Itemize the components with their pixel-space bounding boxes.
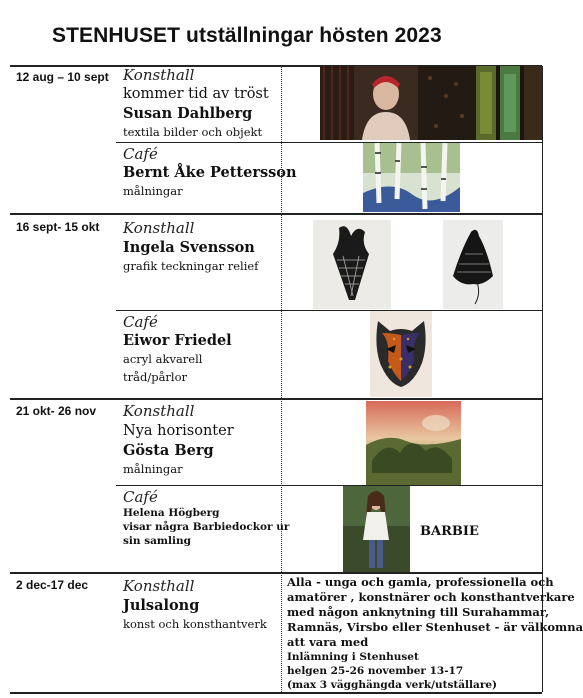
info-line-8: (max 3 vägghängda verk/utställare): [287, 679, 497, 691]
row3-konsthall-venue: Konsthall: [123, 402, 195, 420]
info-line-3: med någon anknytning till Surahammar,: [287, 605, 550, 619]
row1-konsthall-line1: kommer tid av tröst: [123, 86, 269, 102]
info-line-1: Alla - unga och gamla, professionella och: [287, 575, 554, 589]
textile-artwork-image: [320, 66, 542, 140]
info-line-7: helgen 25-26 november 13-17: [287, 665, 464, 677]
rule-cafe2: [116, 310, 542, 311]
row4-konsthall-venue: Konsthall: [123, 577, 195, 595]
info-line-4: Ramnäs, Virsbo eller Stenhuset - är välkomna: [287, 620, 583, 634]
birch-painting-image: [363, 143, 460, 212]
row1-konsthall-venue: Konsthall: [123, 66, 195, 84]
row4-konsthall-artist: Julsalong: [123, 597, 200, 614]
row3-konsthall-desc: målningar: [123, 462, 183, 476]
row3-cafe-desc1: visar några Barbiedockor ur: [123, 521, 290, 533]
row2-cafe-desc2: tråd/pårlor: [123, 370, 188, 384]
row2-konsthall-venue: Konsthall: [123, 219, 195, 237]
graphic-relief-image-2: [443, 220, 503, 309]
row1-cafe-desc: målningar: [123, 184, 183, 198]
info-line-2: amatörer , konstnärer och konsthantverkare: [287, 590, 575, 604]
info-line-5: att vara med: [287, 635, 369, 649]
rule-row2: [10, 213, 542, 215]
row2-konsthall-desc: grafik teckningar relief: [123, 259, 259, 273]
barbie-label: BARBIE: [420, 524, 479, 539]
page-title: STENHUSET utställningar hösten 2023: [52, 24, 442, 47]
rule-row3: [10, 398, 542, 400]
graphic-relief-image-1: [313, 220, 391, 309]
rule-cafe1: [116, 142, 542, 143]
row3-cafe-desc2: sin samling: [123, 535, 191, 547]
row3-cafe-venue: Café: [123, 488, 158, 506]
row4-date: 2 dec-17 dec: [16, 578, 89, 592]
beaded-mask-image: [370, 311, 432, 397]
row1-cafe-venue: Café: [123, 145, 158, 163]
row2-konsthall-artist: Ingela Svensson: [123, 239, 255, 256]
column-divider: [281, 66, 282, 692]
rule-cafe3: [116, 485, 542, 486]
row3-konsthall-artist: Gösta Berg: [123, 442, 214, 459]
row1-konsthall-artist: Susan Dahlberg: [123, 105, 253, 122]
row2-cafe-artist: Eiwor Friedel: [123, 332, 232, 349]
row1-date: 12 aug – 10 sept: [16, 70, 109, 84]
row1-cafe-artist: Bernt Åke Pettersson: [123, 164, 297, 181]
row2-date: 16 sept- 15 okt: [16, 220, 100, 234]
barbie-doll-image: [343, 486, 410, 572]
rule-row4: [10, 572, 542, 574]
rule-bottom: [10, 692, 542, 694]
horizon-painting-image: [366, 401, 461, 485]
row3-cafe-artist: Helena Högberg: [123, 507, 220, 519]
row4-konsthall-desc: konst och konsthantverk: [123, 617, 267, 631]
row3-date: 21 okt- 26 nov: [16, 404, 97, 418]
row2-cafe-venue: Café: [123, 313, 158, 331]
info-line-6: Inlämning i Stenhuset: [287, 651, 419, 663]
row1-konsthall-desc: textila bilder och objekt: [123, 125, 263, 139]
row3-konsthall-line1: Nya horisonter: [123, 423, 234, 439]
row2-cafe-desc1: acryl akvarell: [123, 352, 203, 366]
